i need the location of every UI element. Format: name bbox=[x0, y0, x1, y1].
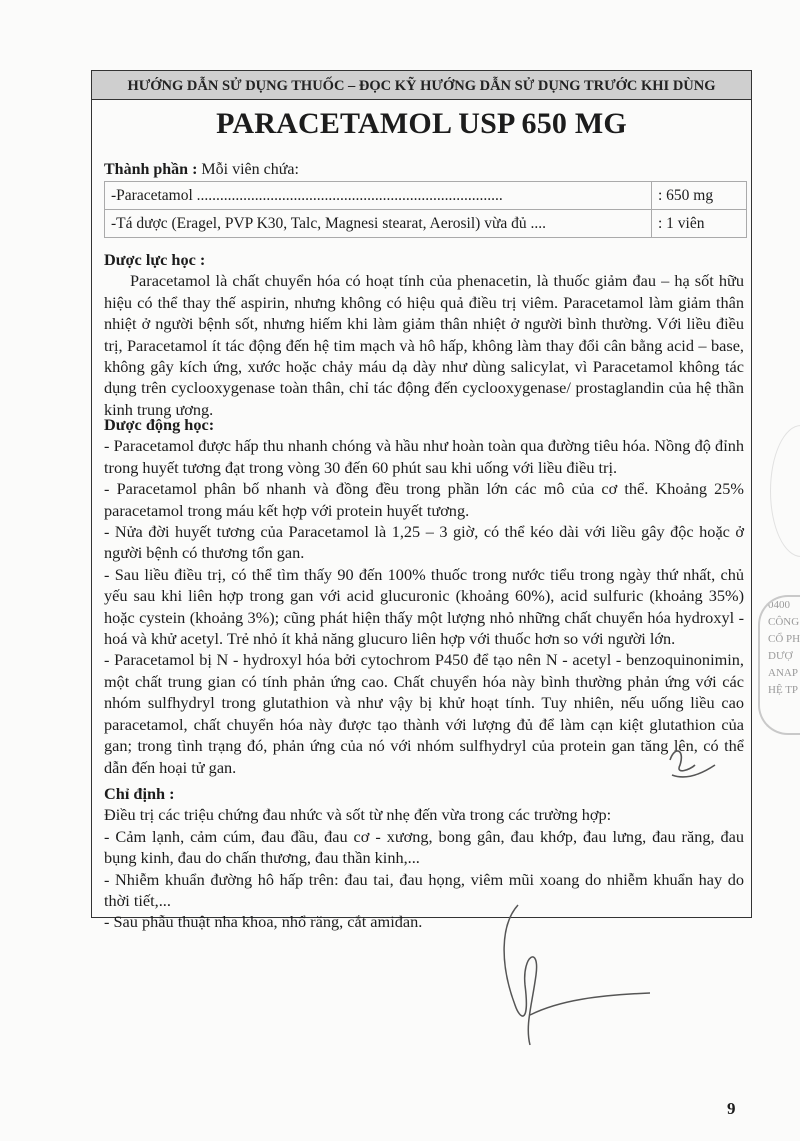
page-number: 9 bbox=[727, 1099, 736, 1118]
ingredient-name: -Tá dược (Eragel, PVP K30, Talc, Magnesi stearat, Aerosil) vừa đủ .... bbox=[105, 210, 652, 238]
composition-intro: Mỗi viên chứa: bbox=[201, 161, 299, 178]
ingredients-table bbox=[104, 181, 747, 238]
stamp-line: CÔNG bbox=[768, 616, 800, 628]
section-paragraph: Paracetamol là chất chuyển hóa có hoạt tính của phenacetin, là thuốc giảm đau – hạ sốt hữu hiệu có thể thay thế aspirin, nhưng không có hiệu quả điều trị viêm. Paracetamol làm giảm thân nhiệt ở người bệnh sốt, nhưng hiếm khi làm giảm thân nhiệt ở người bình thường. Với liều điều trị, Paracetamol ít tác động đến hệ tim mạch và hô hấp, không làm thay đổi cân bằng acid – base, không gây kích ứng, xước hoặc chảy máu dạ dày như dùng salicylat, vì Paracetamol không tác dụng trên cyclooxygenase toàn thân, chỉ tác động đến cyclooxygenase/ prostaglandin của hệ thần kinh trung ương. bbox=[104, 271, 744, 419]
drug-title: PARACETAMOL USP 650 MG bbox=[216, 107, 627, 140]
table-row bbox=[105, 182, 747, 210]
section-intro: Điều trị các triệu chứng đau nhức và sốt từ nhẹ đến vừa trong các trường hợp: bbox=[104, 805, 612, 825]
list-item: - Nhiễm khuẩn đường hô hấp trên: đau tai, đau họng, viêm mũi xoang do nhiễm khuẩn hay do thời tiết,... bbox=[104, 869, 744, 911]
list-item: - Sau liều điều trị, có thể tìm thấy 90 đến 100% thuốc trong nước tiểu trong ngày thứ nhất, chủ yếu sau khi liên hợp trong gan với acid glucuronic (khoảng 60%), acid sulfuric (khoảng 35%) hoặc cystein (khoảng 3%); cũng phát hiện thấy một lượng nhỏ những chất chuyển hóa hydroxyl - hoá và khử acetyl. Trẻ nhỏ ít khả năng glucuro liên hợp với thuốc hơn so với người lớn. bbox=[104, 564, 744, 649]
stamp-line: ANAP bbox=[768, 667, 798, 679]
list-item: - Paracetamol phân bố nhanh và đồng đều trong phần lớn các mô của cơ thể. Khoảng 25% paracetamol trong máu kết hợp với protein huyết tương. bbox=[104, 479, 744, 520]
stamp-line: DƯỢ bbox=[768, 650, 793, 662]
ingredient-amount: : 1 viên bbox=[652, 210, 747, 238]
stamp-line: HỆ TP bbox=[768, 684, 799, 696]
header-banner: HƯỚNG DẪN SỬ DỤNG THUỐC – ĐỌC KỸ HƯỚNG DẪN SỬ DỤNG TRƯỚC KHI DÙNG bbox=[92, 71, 751, 100]
list-item: - Sau phẫu thuật nha khoa, nhổ răng, cắt amiđan. bbox=[104, 912, 423, 932]
composition-heading bbox=[104, 161, 299, 179]
ingredient-amount: : 650 mg bbox=[652, 182, 747, 210]
table-row bbox=[105, 210, 747, 238]
section-heading: Chỉ định : bbox=[104, 784, 175, 803]
ingredient-name: -Paracetamol ............................................................................... bbox=[105, 182, 652, 210]
pharmacodynamics-section bbox=[104, 249, 744, 420]
indications-section bbox=[104, 783, 744, 933]
composition-label: Thành phần : bbox=[104, 161, 198, 178]
section-heading: Dược lực học : bbox=[104, 250, 206, 269]
list-item: - Cảm lạnh, cảm cúm, đau đầu, đau cơ - xương, bong gân, đau khớp, đau lưng, đau răng, đau bụng kinh, đau do chấn thương, đau thần kinh,... bbox=[104, 826, 744, 868]
company-stamp bbox=[758, 595, 800, 735]
pharmacokinetics-section bbox=[104, 414, 744, 778]
document-frame bbox=[91, 70, 752, 932]
list-item: - Paracetamol bị N - hydroxyl hóa bởi cytochrom P450 để tạo nên N - acetyl - benzoquinonimin, một chất trung gian có tính phản ứng cao. Chất chuyển hóa này bình thường phản ứng với các nhóm sulfhydryl trong glutathion và như vậy bị khử hoạt tính. Tuy nhiên, nếu uống liều cao paracetamol, chất chuyển hóa này được tạo thành với lượng đủ để làm cạn kiệt glutathion của gan; trong tình trạng đó, phản ứng của nó với nhóm sulfhydryl của protein gan tăng lên, có thể dẫn đến hoại tử gan. bbox=[104, 650, 744, 777]
faded-seal bbox=[770, 425, 800, 557]
section-heading: Dược động học: bbox=[104, 415, 215, 434]
list-item: - Nửa đời huyết tương của Paracetamol là 1,25 – 3 giờ, có thể kéo dài với liều gây độc hoặc ở người bệnh có thương tổn gan. bbox=[104, 522, 744, 563]
stamp-line: 0400 bbox=[768, 599, 790, 611]
list-item: - Paracetamol được hấp thu nhanh chóng và hầu như hoàn toàn qua đường tiêu hóa. Nồng độ đỉnh trong huyết tương đạt trong vòng 30 đến 60 phút sau khi uống với liều điều trị. bbox=[104, 436, 744, 477]
stamp-line: CỔ PH bbox=[768, 633, 800, 645]
